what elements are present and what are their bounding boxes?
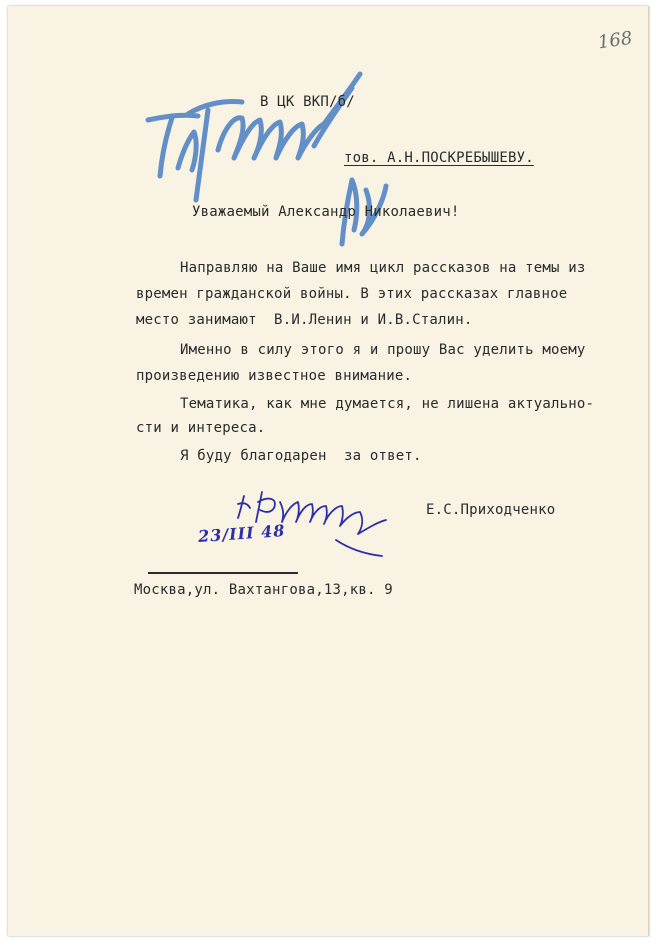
addressee-name: тов. А.Н.ПОСКРЕБЫШЕВУ. (344, 150, 534, 166)
signature-name: Е.С.Приходченко (426, 502, 556, 518)
archive-page-number: 168 (596, 27, 634, 54)
salutation: Уважаемый Александр Николаевич! (192, 204, 460, 220)
body-line-4: Именно в силу этого я и прошу Вас уделить моему (180, 342, 586, 358)
body-line-6: Тематика, как мне думается, не лишена актуально- (180, 396, 595, 412)
body-line-3: место занимают В.И.Ленин и И.В.Сталин. (136, 312, 473, 328)
body-line-8: Я буду благодарен за ответ. (180, 448, 422, 464)
body-line-1: Направляю на Ваше имя цикл рассказов на темы из (180, 260, 586, 276)
divider-line (148, 572, 298, 574)
handwritten-date: 23/III 48 (197, 520, 286, 547)
body-line-5: произведению известное внимание. (136, 368, 413, 384)
sender-address: Москва,ул. Вахтангова,13,кв. 9 (134, 582, 393, 598)
body-line-2: времен гражданской войны. В этих рассказах главное (136, 286, 568, 302)
addressee-organization: В ЦК ВКП/б/ (260, 94, 355, 110)
document-page (8, 6, 649, 936)
body-line-7: сти и интереса. (136, 420, 266, 436)
